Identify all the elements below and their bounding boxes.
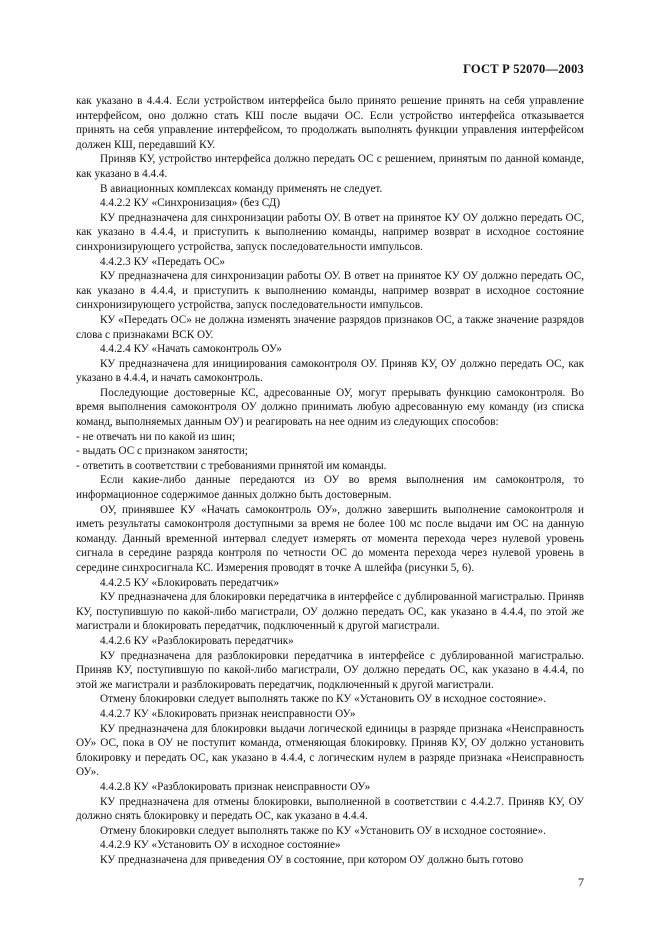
list-item: - не отвечать ни по какой из шин;: [76, 430, 236, 443]
section-heading: 4.4.2.5 КУ «Блокировать передатчик»: [100, 576, 280, 589]
page-number: 7: [578, 875, 584, 889]
section-heading: 4.4.2.3 КУ «Передать ОС»: [100, 255, 225, 268]
paragraph: Отмену блокировки следует выполнять также по КУ «Установить ОУ в исходное состояние».: [100, 693, 546, 706]
paragraph: КУ предназначена для блокировки передатчика в интерфейсе с дублированной магистралью. Приняв КУ, поступившую по какой-либо магистрали, ОУ должно передать ОС, как указано в 4.4.4, по этой же магистрали и блокировать передатчик, подключенный к другой магистрали.: [76, 591, 584, 633]
paragraph: КУ предназначена для отмены блокировки, выполненной в соответствии с 4.4.2.7. Приняв КУ, ОУ должно снять блокировку и передать ОС, как указано в 4.4.4.: [76, 795, 584, 823]
paragraph: Если какие-либо данные передаются из ОУ во время выполнения им самоконтроля, то информационное содержимое данных должно быть достоверным.: [76, 474, 584, 502]
paragraph: как указано в 4.4.4. Если устройством интерфейса было принято решение принять на себя управление интерфейсом, оно должно стать КШ после выдачи ОС. Если устройство интерфейса отказывается принять на себя управление интерфейсом, то продолжать выполнять функции управления интерфейсом должен КШ, передавший КУ.: [76, 95, 584, 151]
paragraph: КУ предназначена для разблокировки передатчика в интерфейсе с дублированной магистралью. Приняв КУ, поступившую по какой-либо магистрали, ОУ должно передать ОС, как указано в 4.4.4, по этой же магистрали и разблокировать передатчик, подключенный к другой магистрали.: [76, 649, 584, 691]
paragraph: КУ предназначена для инициирования самоконтроля ОУ. Приняв КУ, ОУ должно передать ОС, как указано в 4.4.4, и начать самоконтроль.: [76, 357, 584, 385]
section-heading: 4.4.2.8 КУ «Разблокировать признак неисправности ОУ»: [100, 780, 371, 793]
paragraph: Приняв КУ, устройство интерфейса должно передать ОС с решением, принятым по данной команде, как указано в 4.4.4.: [76, 153, 584, 180]
document-body: [76, 94, 584, 867]
section-heading: 4.4.2.4 КУ «Начать самоконтроль ОУ»: [100, 343, 282, 356]
list-item: - выдать ОС с признаком занятости;: [76, 445, 248, 458]
section-heading: 4.4.2.6 КУ «Разблокировать передатчик»: [100, 634, 294, 647]
paragraph: Последующие достоверные КС, адресованные ОУ, могут прерывать функцию самоконтроля. Во время выполнения самоконтроля ОУ должно принимать любую адресованную ему команду (из списка команд, выполняемых данным ОУ) и реагировать на нее одним из следующих способов:: [76, 386, 584, 429]
document-id-header: ГОСТ Р 52070—2003: [463, 62, 584, 76]
paragraph: В авиационных комплексах команду применять не следует.: [100, 182, 383, 195]
paragraph: КУ предназначена для приведения ОУ в состояние, при котором ОУ должно быть готово: [100, 853, 524, 866]
section-heading: 4.4.2.2 КУ «Синхронизация» (без СД): [100, 197, 281, 210]
list-item: - ответить в соответствии с требованиями принятой им команды.: [76, 459, 387, 472]
section-heading: 4.4.2.9 КУ «Установить ОУ в исходное состояние»: [100, 839, 341, 852]
paragraph: Отмену блокировки следует выполнять также по КУ «Установить ОУ в исходное состояние».: [100, 824, 546, 837]
paragraph: КУ предназначена для синхронизации работы ОУ. В ответ на принятое КУ ОУ должно передать ОС, как указано в 4.4.4, и приступить к выполнению команды, например возврат в исходное состояние синхронизирующего устройства, запуск последовательности импульсов.: [76, 211, 584, 253]
paragraph: КУ предназначена для блокировки выдачи логической единицы в разряде признака «Неисправность ОУ» ОС, пока в ОУ не поступит команда, отменяющая блокировку. Приняв КУ, ОУ должно установить блокировку и передать ОС, как указано в 4.4.4, с логическим нулем в разряде признака «Неисправность ОУ».: [76, 722, 584, 779]
section-heading: 4.4.2.7 КУ «Блокировать признак неисправности ОУ»: [100, 707, 356, 720]
paragraph: КУ предназначена для синхронизации работы ОУ. В ответ на принятое КУ ОУ должно передать ОС, как указано в 4.4.4, и приступить к выполнению команды, например возврат в исходное состояние синхронизирующего устройства, запуск последовательности импульсов.: [76, 270, 584, 312]
paragraph: КУ «Передать ОС» не должна изменять значение разрядов признаков ОС, а также значение разрядов слова с признаками ВСК ОУ.: [76, 313, 584, 341]
paragraph: ОУ, принявшее КУ «Начать самоконтроль ОУ», должно завершить выполнение самоконтроля и иметь результаты самоконтроля доступными за время не более 100 мс после выдачи им ОС на данную команду. Данный временной интервал следует измерять от момента перехода через нулевой уровень сигнала в середине разряда контроля по четности ОС до момента перехода через нулевой уровень в середине синхросигнала КС. Измерения проводят в точке А шлейфа (рисунки 5, 6).: [76, 503, 584, 574]
